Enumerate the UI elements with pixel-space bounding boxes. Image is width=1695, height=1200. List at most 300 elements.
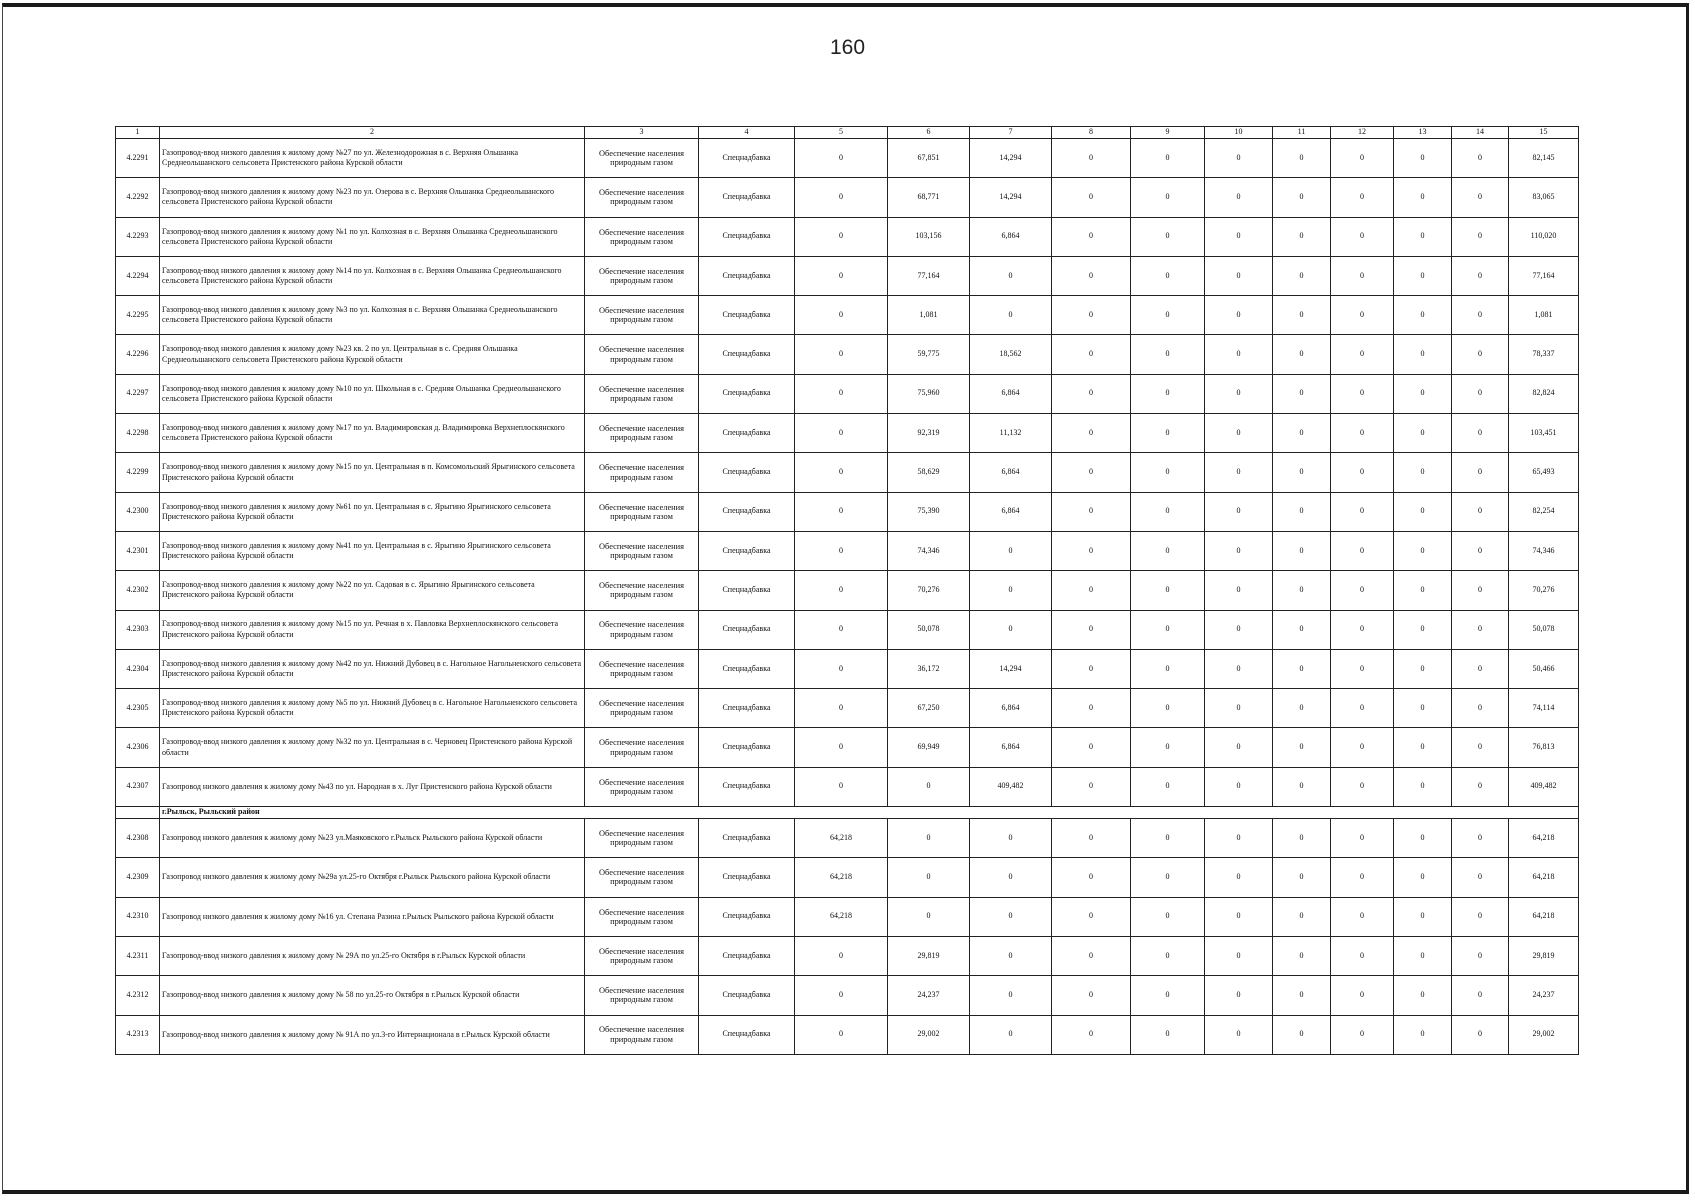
row-value: 0 — [1394, 217, 1452, 256]
row-value: 0 — [1205, 819, 1273, 858]
row-value: 0 — [1205, 858, 1273, 897]
row-value: 64,218 — [795, 819, 888, 858]
table-row — [116, 296, 1579, 335]
row-value: 24,237 — [1509, 976, 1579, 1015]
row-value: 82,824 — [1509, 374, 1579, 413]
row-value: 0 — [1452, 689, 1509, 728]
row-id: 4.2305 — [116, 689, 160, 728]
row-value: 0 — [1331, 767, 1394, 806]
row-value: 0 — [1452, 335, 1509, 374]
row-description: Газопровод-ввод низкого давления к жилому дому №23 по ул. Озерова в с. Верхняя Ольшанка Среднеольшанского сельсовета Пристенского района Курской области — [160, 178, 585, 217]
row-purpose: Обеспечение населения природным газом — [585, 335, 699, 374]
table-row — [116, 936, 1579, 975]
table-row — [116, 1015, 1579, 1054]
row-value: 0 — [970, 256, 1052, 295]
section-row — [116, 807, 1579, 819]
row-purpose: Обеспечение населения природным газом — [585, 374, 699, 413]
row-value: 0 — [1331, 531, 1394, 570]
row-value: 0 — [1205, 531, 1273, 570]
row-value: 0 — [795, 256, 888, 295]
row-source: Спецнадбавка — [699, 414, 795, 453]
row-source: Спецнадбавка — [699, 453, 795, 492]
row-source: Спецнадбавка — [699, 1015, 795, 1054]
row-value: 0 — [1052, 976, 1131, 1015]
row-value: 0 — [1273, 936, 1331, 975]
row-value: 0 — [1394, 936, 1452, 975]
row-source: Спецнадбавка — [699, 689, 795, 728]
row-value: 0 — [795, 936, 888, 975]
row-value: 0 — [1131, 531, 1205, 570]
row-value: 0 — [1394, 256, 1452, 295]
column-header: 12 — [1331, 127, 1394, 139]
table-row — [116, 897, 1579, 936]
row-value: 0 — [1131, 178, 1205, 217]
row-value: 0 — [1452, 374, 1509, 413]
column-number-row — [116, 127, 1579, 139]
table-row — [116, 374, 1579, 413]
row-value: 0 — [795, 689, 888, 728]
row-value: 0 — [1052, 453, 1131, 492]
table-row — [116, 453, 1579, 492]
row-value: 69,949 — [888, 728, 970, 767]
row-value: 0 — [795, 649, 888, 688]
row-value: 0 — [1452, 453, 1509, 492]
row-value: 0 — [1331, 936, 1394, 975]
row-value: 0 — [888, 897, 970, 936]
row-value: 58,629 — [888, 453, 970, 492]
row-value: 0 — [1452, 767, 1509, 806]
row-value: 0 — [1331, 858, 1394, 897]
row-value: 0 — [1131, 335, 1205, 374]
row-purpose: Обеспечение населения природным газом — [585, 571, 699, 610]
row-value: 64,218 — [795, 897, 888, 936]
row-description: Газопровод низкого давления к жилому дому №16 ул. Степана Разина г.Рыльск Рыльского района Курской области — [160, 897, 585, 936]
row-value: 0 — [1131, 217, 1205, 256]
row-value: 0 — [1052, 374, 1131, 413]
row-value: 0 — [795, 1015, 888, 1054]
row-value: 0 — [1052, 936, 1131, 975]
row-value: 0 — [1394, 571, 1452, 610]
row-value: 0 — [1205, 414, 1273, 453]
row-value: 0 — [1394, 1015, 1452, 1054]
row-value: 0 — [1052, 897, 1131, 936]
row-value: 0 — [1205, 139, 1273, 178]
row-value: 14,294 — [970, 139, 1052, 178]
row-purpose: Обеспечение населения природным газом — [585, 819, 699, 858]
row-value: 0 — [1394, 414, 1452, 453]
column-header: 15 — [1509, 127, 1579, 139]
row-value: 0 — [1452, 571, 1509, 610]
row-description: Газопровод-ввод низкого давления к жилому дому №5 по ул. Нижний Дубовец в с. Нагольное Нагольненского сельсовета Пристенского района Курской области — [160, 689, 585, 728]
row-value: 0 — [1131, 897, 1205, 936]
row-value: 0 — [795, 767, 888, 806]
row-id: 4.2312 — [116, 976, 160, 1015]
column-header: 5 — [795, 127, 888, 139]
row-value: 0 — [1452, 728, 1509, 767]
row-value: 0 — [1205, 610, 1273, 649]
row-value: 103,451 — [1509, 414, 1579, 453]
row-id: 4.2307 — [116, 767, 160, 806]
row-value: 0 — [1052, 217, 1131, 256]
row-source: Спецнадбавка — [699, 335, 795, 374]
row-value: 64,218 — [795, 858, 888, 897]
row-value: 0 — [1205, 256, 1273, 295]
row-value: 64,218 — [1509, 819, 1579, 858]
row-purpose: Обеспечение населения природным газом — [585, 139, 699, 178]
row-value: 0 — [1131, 976, 1205, 1015]
row-value: 0 — [1273, 492, 1331, 531]
row-value: 0 — [1273, 728, 1331, 767]
row-value: 59,775 — [888, 335, 970, 374]
row-value: 0 — [1052, 858, 1131, 897]
row-value: 14,294 — [970, 178, 1052, 217]
row-purpose: Обеспечение населения природным газом — [585, 649, 699, 688]
row-value: 0 — [1331, 819, 1394, 858]
row-value: 0 — [1452, 858, 1509, 897]
row-value: 0 — [1273, 897, 1331, 936]
row-source: Спецнадбавка — [699, 256, 795, 295]
row-value: 0 — [1331, 256, 1394, 295]
row-value: 0 — [1331, 178, 1394, 217]
table-row — [116, 217, 1579, 256]
row-value: 0 — [1052, 571, 1131, 610]
row-source: Спецнадбавка — [699, 296, 795, 335]
row-value: 6,864 — [970, 374, 1052, 413]
row-purpose: Обеспечение населения природным газом — [585, 610, 699, 649]
row-value: 76,813 — [1509, 728, 1579, 767]
row-value: 6,864 — [970, 689, 1052, 728]
row-description: Газопровод-ввод низкого давления к жилому дому №61 по ул. Центральная в с. Ярыгино Ярыгинского сельсовета Пристенского района Курской области — [160, 492, 585, 531]
row-value: 0 — [1331, 217, 1394, 256]
row-id: 4.2295 — [116, 296, 160, 335]
row-value: 0 — [1131, 858, 1205, 897]
row-description: Газопровод-ввод низкого давления к жилому дому №42 по ул. Нижний Дубовец в с. Нагольное Нагольненского сельсовета Пристенского района Курской области — [160, 649, 585, 688]
row-value: 0 — [1273, 689, 1331, 728]
row-description: Газопровод-ввод низкого давления к жилому дому №14 по ул. Колхозная в с. Верхняя Ольшанка Среднеольшанского сельсовета Пристенского района Курской области — [160, 256, 585, 295]
row-value: 0 — [1273, 649, 1331, 688]
row-value: 0 — [1452, 819, 1509, 858]
row-value: 75,960 — [888, 374, 970, 413]
row-source: Спецнадбавка — [699, 976, 795, 1015]
section-title: г.Рыльск, Рыльский район — [160, 807, 1579, 819]
row-value: 82,254 — [1509, 492, 1579, 531]
row-value: 0 — [1452, 178, 1509, 217]
row-value: 0 — [1205, 1015, 1273, 1054]
row-value: 0 — [1273, 976, 1331, 1015]
row-id: 4.2298 — [116, 414, 160, 453]
row-value: 64,218 — [1509, 897, 1579, 936]
row-purpose: Обеспечение населения природным газом — [585, 767, 699, 806]
row-value: 0 — [1205, 897, 1273, 936]
row-purpose: Обеспечение населения природным газом — [585, 976, 699, 1015]
row-value: 0 — [1205, 374, 1273, 413]
row-description: Газопровод низкого давления к жилому дому №43 по ул. Народная в х. Луг Пристенского района Курской области — [160, 767, 585, 806]
row-value: 0 — [888, 767, 970, 806]
row-value: 0 — [1331, 414, 1394, 453]
row-id: 4.2291 — [116, 139, 160, 178]
row-value: 77,164 — [888, 256, 970, 295]
row-value: 0 — [1394, 819, 1452, 858]
row-id: 4.2300 — [116, 492, 160, 531]
row-value: 0 — [1331, 335, 1394, 374]
row-value: 0 — [970, 296, 1052, 335]
column-header: 4 — [699, 127, 795, 139]
row-value: 409,482 — [1509, 767, 1579, 806]
row-value: 0 — [795, 531, 888, 570]
row-value: 77,164 — [1509, 256, 1579, 295]
row-id: 4.2311 — [116, 936, 160, 975]
row-value: 0 — [1131, 767, 1205, 806]
row-value: 18,562 — [970, 335, 1052, 374]
row-value: 0 — [1273, 1015, 1331, 1054]
row-value: 0 — [1452, 976, 1509, 1015]
row-value: 0 — [1273, 374, 1331, 413]
column-header: 7 — [970, 127, 1052, 139]
row-value: 0 — [888, 819, 970, 858]
row-purpose: Обеспечение населения природным газом — [585, 858, 699, 897]
row-value: 0 — [1205, 296, 1273, 335]
row-value: 67,851 — [888, 139, 970, 178]
row-value: 24,237 — [888, 976, 970, 1015]
column-header: 6 — [888, 127, 970, 139]
row-id: 4.2297 — [116, 374, 160, 413]
row-value: 0 — [1331, 610, 1394, 649]
row-value: 0 — [1394, 649, 1452, 688]
row-value: 0 — [970, 976, 1052, 1015]
row-value: 0 — [1273, 453, 1331, 492]
row-value: 0 — [1052, 492, 1131, 531]
row-description: Газопровод-ввод низкого давления к жилому дому №23 кв. 2 по ул. Центральная в с. Средняя Ольшанка Среднеольшанского сельсовета Пристенского района Курской области — [160, 335, 585, 374]
row-value: 0 — [1452, 531, 1509, 570]
row-value: 0 — [1205, 492, 1273, 531]
row-id: 4.2310 — [116, 897, 160, 936]
table-row — [116, 571, 1579, 610]
row-value: 0 — [970, 571, 1052, 610]
row-value: 83,065 — [1509, 178, 1579, 217]
row-value: 6,864 — [970, 453, 1052, 492]
row-value: 0 — [1394, 728, 1452, 767]
column-header: 3 — [585, 127, 699, 139]
row-value: 0 — [1331, 728, 1394, 767]
row-value: 6,864 — [970, 728, 1052, 767]
row-value: 0 — [795, 296, 888, 335]
column-header: 9 — [1131, 127, 1205, 139]
row-value: 0 — [1131, 139, 1205, 178]
row-value: 0 — [1273, 139, 1331, 178]
row-purpose: Обеспечение населения природным газом — [585, 689, 699, 728]
row-source: Спецнадбавка — [699, 492, 795, 531]
row-value: 0 — [795, 178, 888, 217]
row-source: Спецнадбавка — [699, 936, 795, 975]
row-description: Газопровод-ввод низкого давления к жилому дому №3 по ул. Колхозная в с. Верхняя Ольшанка Среднеольшанского сельсовета Пристенского района Курской области — [160, 296, 585, 335]
row-value: 0 — [1052, 414, 1131, 453]
row-value: 0 — [1331, 139, 1394, 178]
row-value: 0 — [1452, 936, 1509, 975]
row-id: 4.2293 — [116, 217, 160, 256]
row-value: 0 — [1131, 1015, 1205, 1054]
table-row — [116, 256, 1579, 295]
row-value: 0 — [1205, 689, 1273, 728]
row-value: 0 — [1331, 1015, 1394, 1054]
row-description: Газопровод-ввод низкого давления к жилому дому № 29А по ул.25-го Октября в г.Рыльск Курской области — [160, 936, 585, 975]
row-purpose: Обеспечение населения природным газом — [585, 531, 699, 570]
row-value: 0 — [795, 139, 888, 178]
table-row — [116, 610, 1579, 649]
row-value: 0 — [1131, 453, 1205, 492]
row-value: 0 — [1394, 689, 1452, 728]
row-id: 4.2303 — [116, 610, 160, 649]
row-value: 0 — [1205, 217, 1273, 256]
row-source: Спецнадбавка — [699, 178, 795, 217]
row-value: 0 — [1205, 936, 1273, 975]
row-value: 0 — [970, 610, 1052, 649]
row-description: Газопровод-ввод низкого давления к жилому дому №32 по ул. Центральная в с. Черновец Пристенского района Курской области — [160, 728, 585, 767]
row-value: 0 — [1131, 728, 1205, 767]
table-row — [116, 767, 1579, 806]
row-value: 67,250 — [888, 689, 970, 728]
row-description: Газопровод-ввод низкого давления к жилому дому № 58 по ул.25-го Октября в г.Рыльск Курской области — [160, 976, 585, 1015]
row-value: 50,078 — [888, 610, 970, 649]
row-value: 0 — [1052, 256, 1131, 295]
row-value: 29,819 — [1509, 936, 1579, 975]
row-value: 29,002 — [888, 1015, 970, 1054]
row-description: Газопровод низкого давления к жилому дому №29а ул.25-го Октября г.Рыльск Рыльского района Курской области — [160, 858, 585, 897]
row-source: Спецнадбавка — [699, 728, 795, 767]
row-value: 0 — [1273, 178, 1331, 217]
investment-table — [115, 126, 1579, 1055]
row-value: 0 — [1394, 976, 1452, 1015]
table-row — [116, 649, 1579, 688]
row-value: 0 — [1394, 897, 1452, 936]
row-value: 0 — [795, 728, 888, 767]
row-description: Газопровод-ввод низкого давления к жилому дому №1 по ул. Колхозная в с. Верхняя Ольшанка Среднеольшанского сельсовета Пристенского района Курской области — [160, 217, 585, 256]
row-purpose: Обеспечение населения природным газом — [585, 936, 699, 975]
row-value: 0 — [1131, 374, 1205, 413]
row-value: 1,081 — [888, 296, 970, 335]
row-value: 64,218 — [1509, 858, 1579, 897]
table-row — [116, 178, 1579, 217]
row-description: Газопровод-ввод низкого давления к жилому дому №27 по ул. Железнодорожная в с. Верхняя Ольшанка Среднеольшанского сельсовета Пристенского района Курской области — [160, 139, 585, 178]
row-value: 0 — [1205, 335, 1273, 374]
row-value: 70,276 — [888, 571, 970, 610]
row-value: 68,771 — [888, 178, 970, 217]
row-value: 0 — [1205, 976, 1273, 1015]
row-value: 0 — [1273, 414, 1331, 453]
row-source: Спецнадбавка — [699, 531, 795, 570]
row-value: 0 — [1052, 819, 1131, 858]
row-value: 0 — [1394, 178, 1452, 217]
row-value: 0 — [1273, 858, 1331, 897]
row-value: 0 — [888, 858, 970, 897]
row-value: 0 — [970, 936, 1052, 975]
row-value: 0 — [1273, 571, 1331, 610]
row-purpose: Обеспечение населения природным газом — [585, 492, 699, 531]
row-value: 0 — [1452, 897, 1509, 936]
row-source: Спецнадбавка — [699, 858, 795, 897]
column-header: 2 — [160, 127, 585, 139]
row-value: 0 — [1205, 178, 1273, 217]
row-value: 0 — [1394, 858, 1452, 897]
row-value: 0 — [1205, 649, 1273, 688]
row-value: 0 — [1331, 453, 1394, 492]
row-purpose: Обеспечение населения природным газом — [585, 178, 699, 217]
row-source: Спецнадбавка — [699, 610, 795, 649]
row-value: 11,132 — [970, 414, 1052, 453]
row-value: 0 — [1131, 819, 1205, 858]
column-header: 1 — [116, 127, 160, 139]
row-value: 0 — [1052, 531, 1131, 570]
row-value: 74,346 — [1509, 531, 1579, 570]
row-value: 110,020 — [1509, 217, 1579, 256]
row-value: 0 — [1394, 374, 1452, 413]
row-value: 75,390 — [888, 492, 970, 531]
row-value: 0 — [1394, 492, 1452, 531]
row-id: 4.2306 — [116, 728, 160, 767]
row-value: 0 — [1052, 649, 1131, 688]
row-value: 74,346 — [888, 531, 970, 570]
row-value: 0 — [1131, 414, 1205, 453]
row-value: 0 — [1452, 1015, 1509, 1054]
row-value: 0 — [1052, 335, 1131, 374]
table-row — [116, 139, 1579, 178]
row-value: 29,002 — [1509, 1015, 1579, 1054]
row-id: 4.2302 — [116, 571, 160, 610]
row-value: 74,114 — [1509, 689, 1579, 728]
row-value: 0 — [970, 897, 1052, 936]
row-value: 0 — [1452, 492, 1509, 531]
row-value: 0 — [795, 976, 888, 1015]
row-purpose: Обеспечение населения природным газом — [585, 1015, 699, 1054]
row-id: 4.2294 — [116, 256, 160, 295]
row-value: 0 — [1452, 139, 1509, 178]
row-value: 0 — [970, 531, 1052, 570]
row-value: 0 — [795, 610, 888, 649]
row-value: 0 — [1052, 610, 1131, 649]
row-value: 0 — [1273, 296, 1331, 335]
row-value: 0 — [1205, 453, 1273, 492]
table-row — [116, 976, 1579, 1015]
row-value: 0 — [795, 414, 888, 453]
row-value: 0 — [970, 819, 1052, 858]
row-value: 0 — [1394, 139, 1452, 178]
row-purpose: Обеспечение населения природным газом — [585, 296, 699, 335]
row-value: 0 — [1331, 897, 1394, 936]
row-value: 70,276 — [1509, 571, 1579, 610]
column-header: 10 — [1205, 127, 1273, 139]
row-value: 103,156 — [888, 217, 970, 256]
row-source: Спецнадбавка — [699, 571, 795, 610]
table-row — [116, 689, 1579, 728]
table-row — [116, 819, 1579, 858]
table-body — [116, 127, 1579, 1055]
table-row — [116, 728, 1579, 767]
row-value: 14,294 — [970, 649, 1052, 688]
row-value: 0 — [1452, 649, 1509, 688]
row-value: 65,493 — [1509, 453, 1579, 492]
row-description: Газопровод-ввод низкого давления к жилому дому №22 по ул. Садовая в с. Ярыгино Ярыгинского сельсовета Пристенского района Курской области — [160, 571, 585, 610]
row-source: Спецнадбавка — [699, 767, 795, 806]
row-description: Газопровод-ввод низкого давления к жилому дому №15 по ул. Речная в х. Павловка Верхнеплоскянского сельсовета Пристенского района Курской области — [160, 610, 585, 649]
row-value: 0 — [1273, 217, 1331, 256]
row-value: 0 — [1205, 767, 1273, 806]
row-value: 50,466 — [1509, 649, 1579, 688]
row-purpose: Обеспечение населения природным газом — [585, 453, 699, 492]
row-value: 0 — [970, 858, 1052, 897]
row-id: 4.2304 — [116, 649, 160, 688]
row-purpose: Обеспечение населения природным газом — [585, 897, 699, 936]
row-source: Спецнадбавка — [699, 819, 795, 858]
row-value: 0 — [1131, 571, 1205, 610]
